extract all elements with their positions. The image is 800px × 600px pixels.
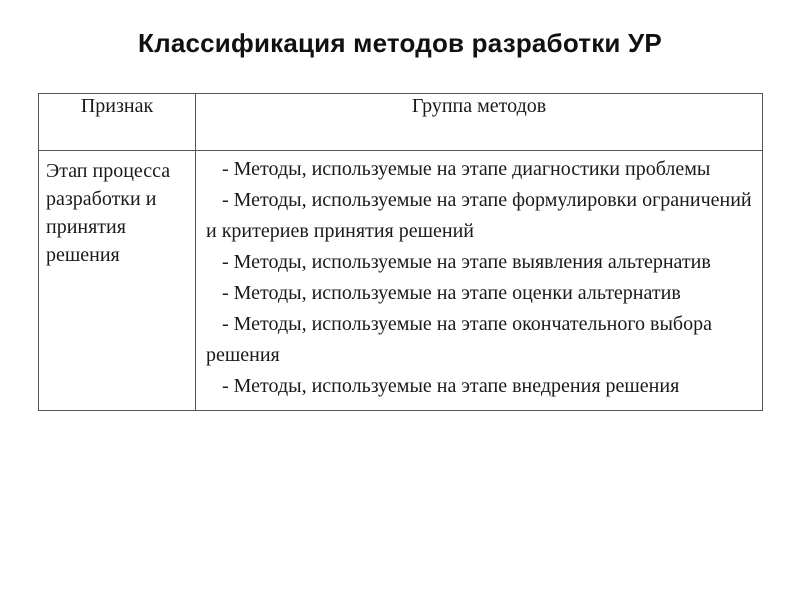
method-group-cell — [196, 151, 763, 411]
classification-table — [38, 93, 763, 411]
method-item-constraints-criteria: - Методы, используемые на этапе формулировки ограничений и критериев принятия решений — [206, 189, 752, 242]
header-feature: Признак — [39, 94, 196, 151]
table-row — [39, 151, 763, 411]
header-method-group: Группа методов — [196, 94, 763, 151]
table-header-row — [39, 94, 763, 151]
method-item-final-choice: - Методы, используемые на этапе окончательного выбора решения — [206, 313, 712, 366]
method-item-implementation: - Методы, используемые на этапе внедрения решения — [222, 375, 680, 397]
method-item-diagnostics: - Методы, используемые на этапе диагностики проблемы — [222, 158, 711, 180]
method-item-alternatives-identification: - Методы, используемые на этапе выявления альтернатив — [222, 251, 711, 273]
method-item-alternatives-evaluation: - Методы, используемые на этапе оценки альтернатив — [222, 282, 681, 304]
feature-cell: Этап процесса разработки и принятия решения — [39, 151, 196, 411]
slide-title: Классификация методов разработки УР — [138, 28, 662, 58]
